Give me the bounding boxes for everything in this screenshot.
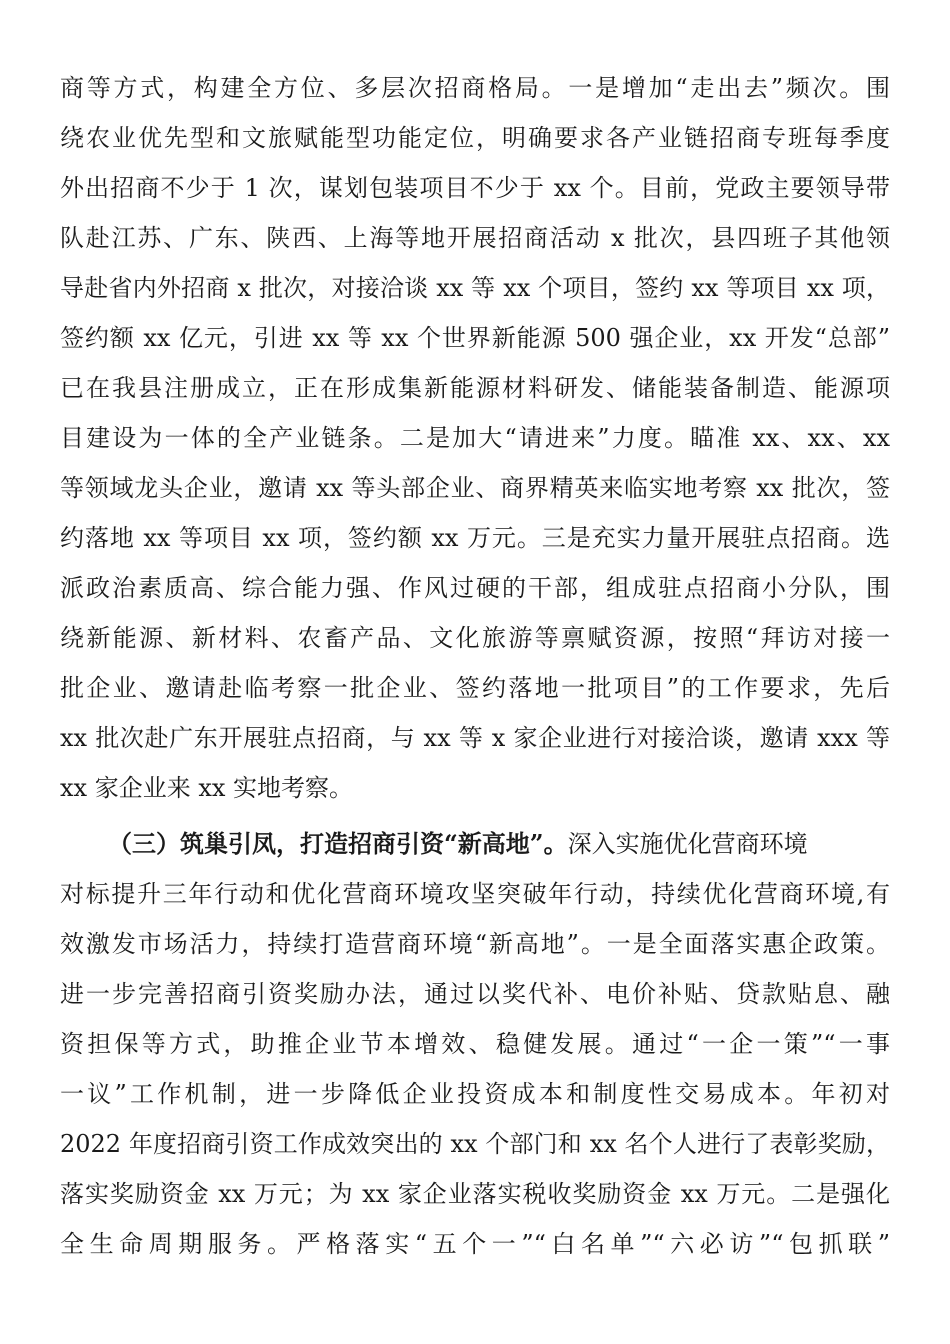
text-line: 一议”工作机制，进一步降低企业投资成本和制度性交易成本。年初对 [60,1080,890,1108]
text-line: xx 批次赴广东开展驻点招商，与 xx 等 x 家企业进行对接洽谈，邀请 xxx 等 [60,724,890,752]
text-line: 进一步完善招商引资奖励办法，通过以奖代补、电价补贴、贷款贴息、融 [60,980,890,1008]
text-line: 商等方式，构建全方位、多层次招商格局。一是增加“走出去”频次。围 [60,74,890,102]
text-line: 对标提升三年行动和优化营商环境攻坚突破年行动，持续优化营商环境,有 [60,880,890,908]
text-line: 等领域龙头企业，邀请 xx 等头部企业、商界精英来临实地考察 xx 批次，签 [60,474,890,502]
text-line: 签约额 xx 亿元，引进 xx 等 xx 个世界新能源 500 强企业，xx 开发“总部” [60,324,890,352]
text-line: 效激发市场活力，持续打造营商环境“新高地”。一是全面落实惠企政策。 [60,930,890,958]
text-line: 落实奖励资金 xx 万元；为 xx 家企业落实税收奖励资金 xx 万元。二是强化 [60,1180,890,1208]
text-line: 资担保等方式，助推企业节本增效、稳健发展。通过“一企一策”“一事 [60,1030,890,1058]
section-heading: （三）筑巢引凤，打造招商引资“新高地”。 [108,829,568,858]
section-heading-line [108,827,890,861]
text-line: 队赴江苏、广东、陕西、上海等地开展招商活动 x 批次，县四班子其他领 [60,224,890,252]
text-line: 批企业、邀请赴临考察一批企业、签约落地一批项目”的工作要求，先后 [60,674,890,702]
text-line-last: xx 家企业来 xx 实地考察。 [60,774,354,802]
text-line: 目建设为一体的全产业链条。二是加大“请进来”力度。瞄准 xx、xx、xx [60,424,890,452]
text-line: 导赴省内外招商 x 批次，对接洽谈 xx 等 xx 个项目，签约 xx 等项目 xx 项， [60,274,890,302]
text-line: 约落地 xx 等项目 xx 项，签约额 xx 万元。三是充实力量开展驻点招商。选 [60,524,890,552]
text-line: 派政治素质高、综合能力强、作风过硬的干部，组成驻点招商小分队，围 [60,574,890,602]
text-line: 全生命周期服务。严格落实“五个一”“白名单”“六必访”“包抓联” [60,1230,890,1258]
text-line: 绕新能源、新材料、农畜产品、文化旅游等禀赋资源，按照“拜访对接一 [60,624,890,652]
text-line: 2022 年度招商引资工作成效突出的 xx 个部门和 xx 名个人进行了表彰奖励， [60,1130,890,1158]
text-line: 外出招商不少于 1 次，谋划包装项目不少于 xx 个。目前，党政主要领导带 [60,174,890,202]
text-line: 已在我县注册成立，正在形成集新能源材料研发、储能装备制造、能源项 [60,374,890,402]
text-line: 绕农业优先型和文旅赋能型功能定位，明确要求各产业链招商专班每季度 [60,124,890,152]
section-intro-text: 深入实施优化营商环境 [567,830,808,858]
